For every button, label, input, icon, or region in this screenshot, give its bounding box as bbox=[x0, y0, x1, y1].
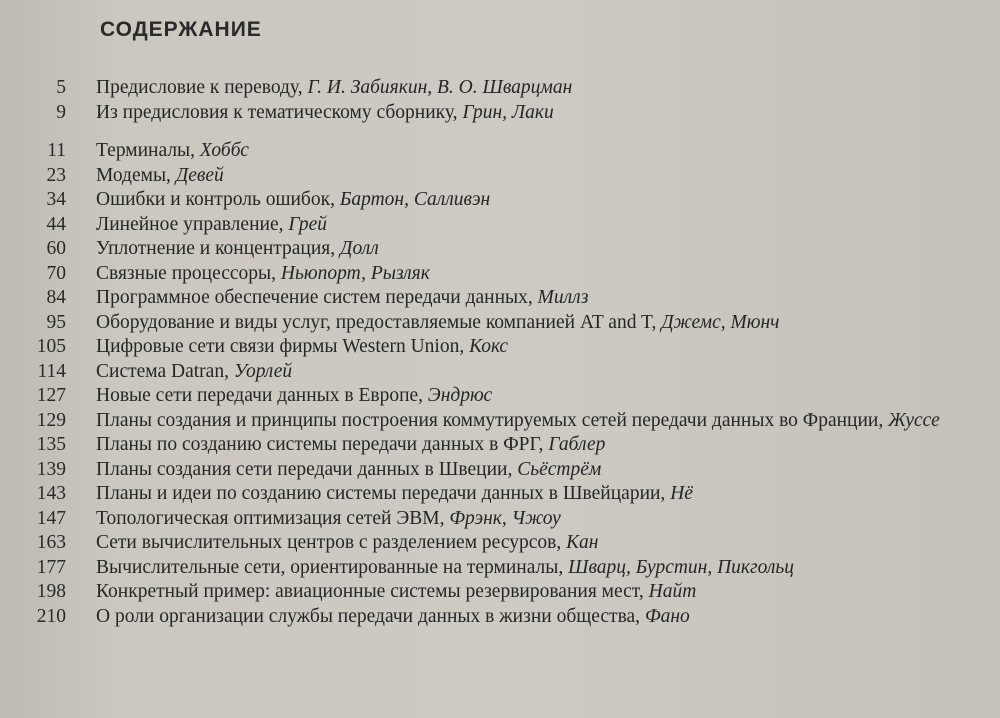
toc-entry bbox=[0, 605, 1000, 630]
toc-entry-text bbox=[96, 164, 976, 189]
toc-entry bbox=[0, 164, 1000, 189]
toc-entry bbox=[0, 311, 1000, 336]
toc-page-number: 11 bbox=[47, 140, 66, 161]
toc-entry-authors: Хоббс bbox=[199, 140, 249, 161]
toc-entry-title: Оборудование и виды услуг, предоставляемые компанией AT and T, bbox=[96, 311, 662, 333]
toc-entry bbox=[0, 213, 1000, 238]
toc-entry-authors: Грей bbox=[288, 213, 328, 235]
toc-entry-authors: Фрэнк, Чжоу bbox=[449, 507, 561, 529]
toc-entry bbox=[0, 101, 1000, 126]
toc-page-number: 127 bbox=[36, 385, 66, 406]
toc-entry-text bbox=[96, 262, 976, 287]
toc-page-number: 9 bbox=[56, 101, 66, 123]
toc-entry-title: Планы создания сети передачи данных в Швеции, bbox=[96, 458, 518, 480]
toc-entry-title: Сети вычислительных центров с разделением ресурсов, bbox=[96, 532, 567, 553]
toc-entry-title: Терминалы, bbox=[96, 140, 200, 161]
toc-entry-text bbox=[96, 458, 976, 483]
toc-entry-title: Планы создания и принципы построения коммутируемых сетей передачи данных во Франции, bbox=[96, 409, 889, 431]
table-of-contents bbox=[0, 76, 1000, 629]
toc-entry-title: Топологическая оптимизация сетей ЭВМ, bbox=[96, 507, 450, 529]
toc-page-number: 95 bbox=[46, 311, 66, 333]
toc-entry bbox=[0, 458, 1000, 483]
toc-entry bbox=[0, 188, 1000, 213]
toc-group-preface bbox=[0, 76, 1000, 125]
toc-entry bbox=[0, 262, 1000, 287]
toc-entry-title: Линейное управление, bbox=[96, 213, 289, 235]
toc-entry-text bbox=[96, 213, 976, 238]
toc-page-number: 177 bbox=[36, 556, 66, 578]
toc-entry bbox=[0, 335, 1000, 360]
toc-entry-title: Из предисловия к тематическому сборнику, bbox=[96, 101, 463, 123]
toc-entry-title: Цифровые сети связи фирмы Western Union, bbox=[96, 336, 470, 357]
toc-page-number: 198 bbox=[36, 581, 66, 602]
toc-entry-text bbox=[96, 335, 976, 360]
toc-entry-authors: Кан bbox=[566, 532, 599, 553]
toc-entry bbox=[0, 433, 1000, 458]
toc-entry-title: Вычислительные сети, ориентированные на терминалы, bbox=[96, 556, 569, 578]
toc-entry-title: О роли организации службы передачи данных в жизни общества, bbox=[96, 605, 645, 627]
toc-entry-title: Планы по созданию системы передачи данных в ФРГ, bbox=[96, 434, 549, 455]
toc-entry-title: Уплотнение и концентрация, bbox=[96, 238, 341, 259]
toc-entry-authors: Нё bbox=[670, 483, 693, 504]
toc-entry-text bbox=[96, 482, 976, 507]
toc-page-number: 105 bbox=[36, 336, 66, 357]
toc-page-number: 70 bbox=[46, 262, 66, 284]
toc-entry-title: Новые сети передачи данных в Европе, bbox=[96, 385, 428, 406]
toc-entry bbox=[0, 384, 1000, 409]
toc-entry-text bbox=[96, 507, 976, 532]
toc-entry-title: Конкретный пример: авиационные системы резервирования мест, bbox=[96, 581, 649, 602]
toc-entry-title: Ошибки и контроль ошибок, bbox=[96, 189, 340, 210]
toc-entry-text bbox=[96, 76, 976, 101]
toc-entry-authors: Кокс bbox=[469, 336, 509, 357]
toc-page-number: 210 bbox=[36, 605, 66, 627]
toc-entry-authors: Фано bbox=[644, 605, 690, 627]
toc-entry-title: Предисловие к переводу, bbox=[96, 77, 308, 98]
toc-entry-authors: Сьёстрём bbox=[517, 458, 602, 480]
toc-page-number: 5 bbox=[56, 77, 66, 98]
toc-entry-title: Связные процессоры, bbox=[96, 262, 281, 284]
toc-entry-text bbox=[96, 139, 976, 164]
toc-entry-authors: Г. И. Забиякин, В. О. Шварцман bbox=[307, 77, 573, 98]
toc-page-number: 147 bbox=[36, 507, 66, 529]
toc-page-number: 129 bbox=[36, 409, 66, 431]
page-title: СОДЕРЖАНИЕ bbox=[100, 18, 262, 41]
toc-entry-text bbox=[96, 605, 976, 630]
toc-entry-authors: Найт bbox=[648, 581, 697, 602]
toc-entry-authors: Шварц, Бурстин, Пикгольц bbox=[568, 556, 795, 578]
toc-page-number: 84 bbox=[46, 287, 66, 308]
toc-page-number: 60 bbox=[46, 238, 66, 259]
toc-entry-title: Планы и идеи по созданию системы передачи данных в Швейцарии, bbox=[96, 483, 671, 504]
toc-gap bbox=[0, 125, 1000, 139]
toc-entry-authors: Девей bbox=[175, 164, 224, 186]
toc-page-number: 44 bbox=[46, 213, 66, 235]
toc-entry-authors: Жуссе bbox=[888, 409, 940, 431]
toc-entry-text bbox=[96, 531, 976, 556]
toc-entry-text bbox=[96, 556, 976, 581]
toc-entry-text bbox=[96, 286, 976, 311]
toc-entry-text bbox=[96, 188, 976, 213]
toc-entry-authors: Ньюпорт, Рызляк bbox=[280, 262, 430, 284]
toc-entry-text bbox=[96, 360, 976, 385]
toc-entry bbox=[0, 507, 1000, 532]
toc-page-number: 135 bbox=[36, 434, 66, 455]
toc-entry-text bbox=[96, 409, 976, 434]
toc-entry-text bbox=[96, 384, 976, 409]
toc-page-number: 23 bbox=[46, 164, 66, 186]
toc-entry bbox=[0, 286, 1000, 311]
toc-entry-text bbox=[96, 580, 976, 605]
toc-page-number: 114 bbox=[37, 360, 66, 382]
toc-entry bbox=[0, 139, 1000, 164]
toc-entry-title: Модемы, bbox=[96, 164, 176, 186]
toc-entry-authors: Долл bbox=[340, 238, 379, 259]
toc-entry bbox=[0, 409, 1000, 434]
toc-group-chapters bbox=[0, 139, 1000, 629]
toc-entry bbox=[0, 76, 1000, 101]
toc-page-number: 34 bbox=[46, 189, 66, 210]
toc-entry bbox=[0, 360, 1000, 385]
toc-page-number: 143 bbox=[36, 483, 66, 504]
toc-entry-text bbox=[96, 433, 976, 458]
toc-entry bbox=[0, 580, 1000, 605]
toc-entry-title: Система Datran, bbox=[96, 360, 234, 382]
toc-entry bbox=[0, 482, 1000, 507]
toc-entry-title: Программное обеспечение систем передачи данных, bbox=[96, 287, 538, 308]
toc-entry bbox=[0, 237, 1000, 262]
toc-entry-authors: Эндрюс bbox=[427, 385, 493, 406]
toc-entry-authors: Миллз bbox=[537, 287, 589, 308]
toc-entry-text bbox=[96, 237, 976, 262]
toc-entry-authors: Габлер bbox=[548, 434, 606, 455]
toc-entry-text bbox=[96, 101, 976, 126]
toc-entry-authors: Бартон, Салливэн bbox=[339, 189, 491, 210]
toc-page-number: 139 bbox=[36, 458, 66, 480]
toc-entry-text bbox=[96, 311, 976, 336]
toc-entry-authors: Джемс, Мюнч bbox=[661, 311, 780, 333]
toc-page-number: 163 bbox=[36, 532, 66, 553]
toc-entry bbox=[0, 531, 1000, 556]
toc-entry bbox=[0, 556, 1000, 581]
toc-entry-authors: Грин, Лаки bbox=[462, 101, 554, 123]
toc-entry-authors: Уорлей bbox=[233, 360, 293, 382]
